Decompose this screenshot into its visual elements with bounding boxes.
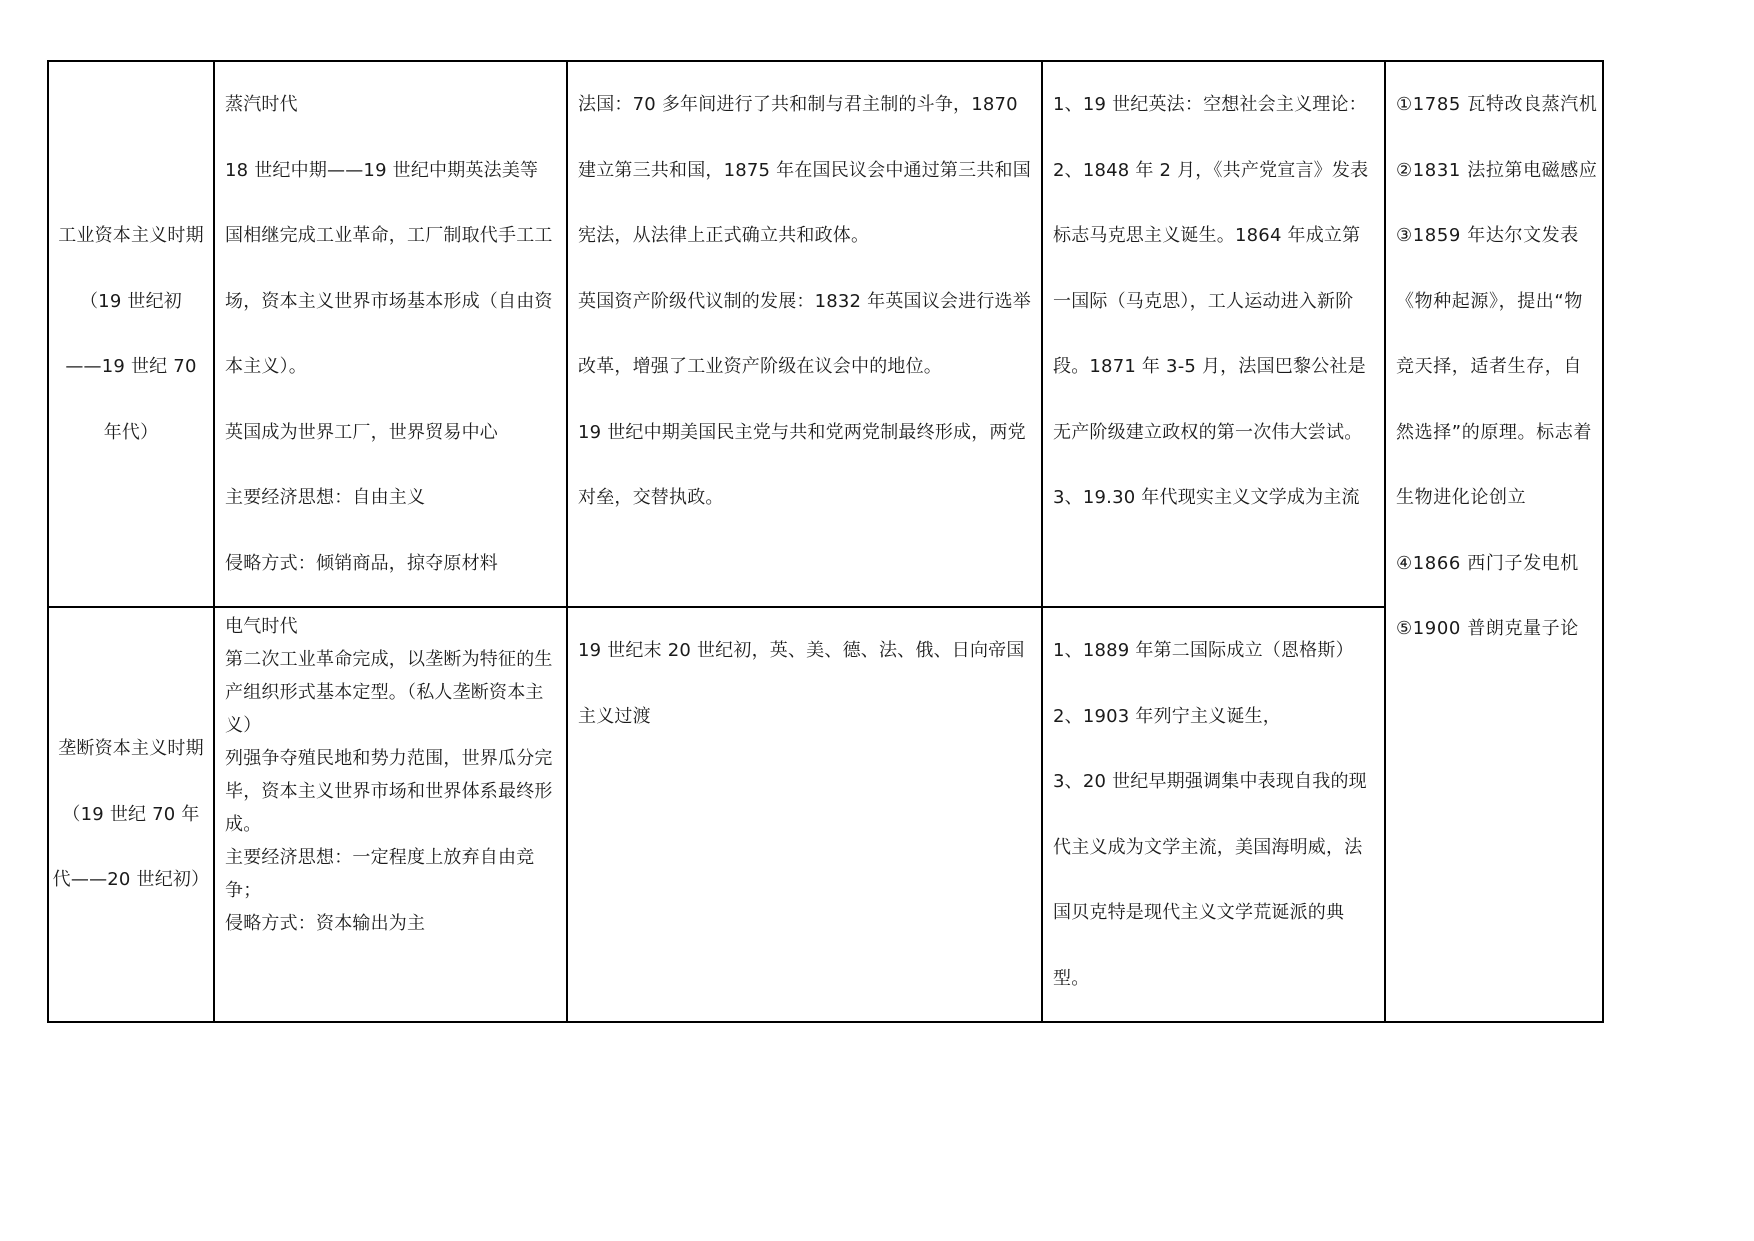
- paragraph: ①1785 瓦特改良蒸汽机②1831 法拉第电磁感应③1859 年达尔文发表《物种起源》，提出“物竞天择，适者生存，自然选择”的原理。标志着生物进化论创立: [1396, 94, 1598, 508]
- paragraph: 19 世纪末 20 世纪初，英、美、德、法、俄、日向帝国主义过渡: [578, 640, 1025, 727]
- paragraph: 2、1903 年列宁主义诞生，: [1053, 705, 1281, 727]
- paragraph: 3、19.30 年代现实主义文学成为主流: [1053, 487, 1360, 508]
- paragraph: 主要经济思想：自由主义: [225, 487, 426, 508]
- politics-cell-monopoly: [567, 607, 1042, 1022]
- paragraph: 2、1848 年 2 月，《共产党宣言》发表标志马克思主义诞生。1864 年成立第一国际（马克思），工人运动进入新阶段。1871 年 3-5 月，法国巴黎公社是无产阶级建立政权的第一次伟大尝试。: [1053, 159, 1369, 443]
- paragraph: 法国：70 多年间进行了共和制与君主制的斗争，1870 建立第三共和国，1875 年在国民议会中通过第三共和国宪法，从法律上正式确立共和政体。: [578, 94, 1031, 246]
- paragraph: 列强争夺殖民地和势力范围，世界瓜分完毕，资本主义世界市场和世界体系最终形成。: [225, 748, 553, 835]
- table-row-industrial-capitalism: [48, 61, 1603, 607]
- paragraph: ④1866 西门子发电机: [1396, 552, 1579, 574]
- paragraph: 3、20 世纪早期强调集中表现自我的现代主义成为文学主流，美国海明威，法国贝克特是现代主义文学荒诞派的典型。: [1053, 771, 1367, 989]
- politics-cell-industrial: [567, 61, 1042, 607]
- paragraph: 第二次工业革命完成，以垄断为特征的生产组织形式基本定型。（私人垄断资本主义）: [225, 649, 553, 736]
- science-cell: [1385, 61, 1603, 1022]
- paragraph: 1、19 世纪英法：空想社会主义理论：: [1053, 94, 1367, 115]
- paragraph: 英国成为世界工厂，世界贸易中心: [225, 421, 498, 443]
- table-row-monopoly-capitalism: [48, 607, 1603, 1022]
- period-label: 工业资本主义时期: [58, 225, 204, 246]
- economy-cell-monopoly: [214, 607, 567, 1022]
- thought-cell-industrial: [1042, 61, 1385, 607]
- paragraph: 主要经济思想：一定程度上放弃自由竞争；: [225, 847, 535, 901]
- paragraph: 侵略方式：倾销商品，掠夺原材料: [225, 552, 498, 574]
- economy-cell-industrial: [214, 61, 567, 607]
- period-range: 年代）: [103, 421, 159, 443]
- era-title: 蒸汽时代: [225, 94, 298, 115]
- period-range: （19 世纪 70 年: [62, 803, 200, 825]
- period-cell-monopoly: [48, 607, 214, 1022]
- era-title: 电气时代: [225, 616, 298, 637]
- period-range: 代——20 世纪初）: [52, 869, 210, 891]
- paragraph: 1、1889 年第二国际成立（恩格斯）: [1053, 640, 1354, 661]
- period-cell-industrial: [48, 61, 214, 607]
- paragraph: 18 世纪中期——19 世纪中期英法美等国相继完成工业革命，工厂制取代手工工场，资本主义世界市场基本形成（自由资本主义）。: [225, 159, 553, 377]
- thought-cell-monopoly: [1042, 607, 1385, 1022]
- paragraph: 19 世纪中期美国民主党与共和党两党制最终形成，两党对垒，交替执政。: [578, 421, 1026, 508]
- paragraph: 英国资产阶级代议制的发展：1832 年英国议会进行选举改革，增强了工业资产阶级在议会中的地位。: [578, 290, 1031, 377]
- history-summary-table: [47, 60, 1604, 1023]
- period-range: ——19 世纪 70: [65, 356, 197, 377]
- period-range: （19 世纪初: [79, 290, 183, 312]
- period-label: 垄断资本主义时期: [58, 738, 204, 760]
- paragraph: ⑤1900 普朗克量子论: [1396, 618, 1579, 639]
- paragraph: 侵略方式：资本输出为主: [225, 913, 426, 934]
